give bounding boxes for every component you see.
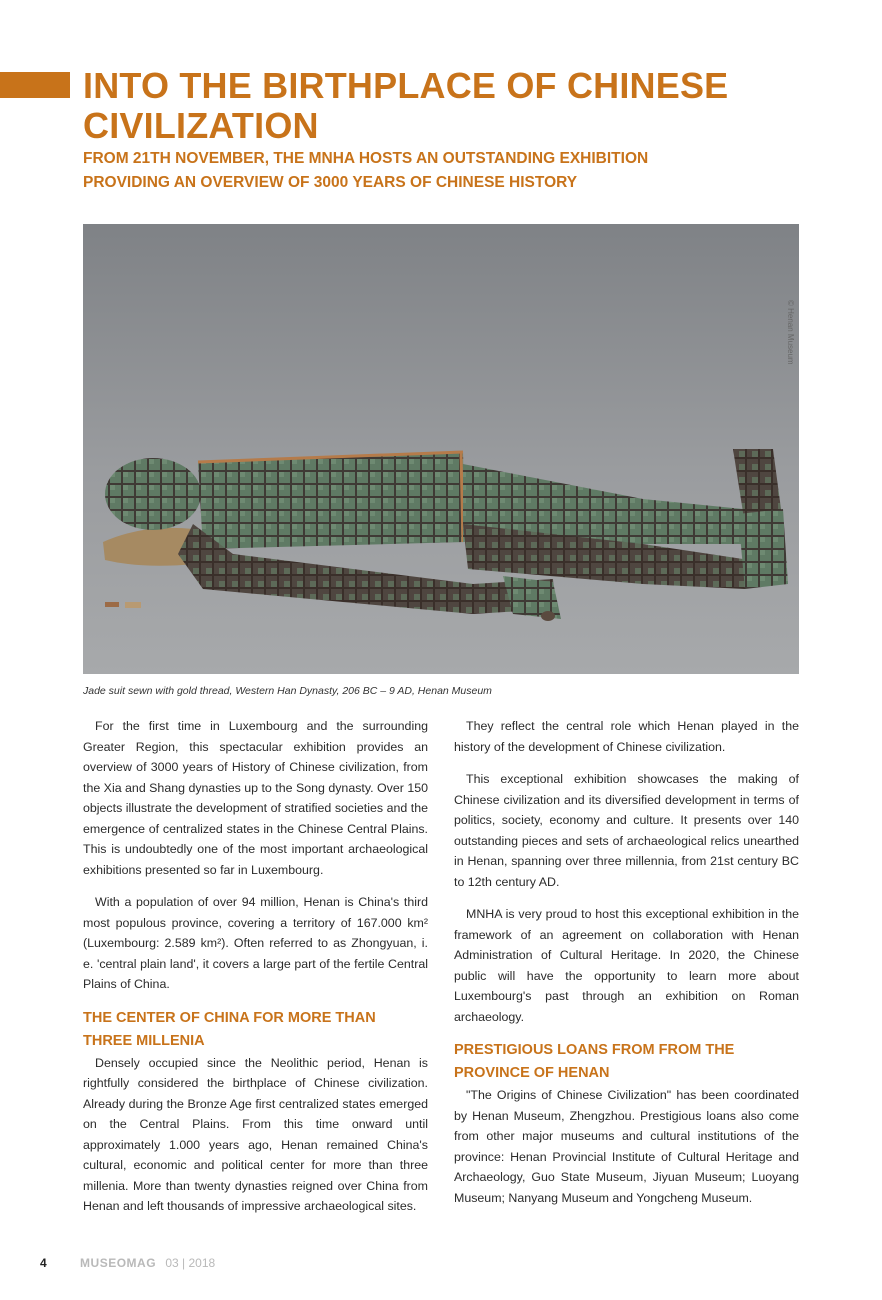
page-number: 4 xyxy=(40,1256,47,1270)
section-heading-prestigious-loans: PRESTIGIOUS LOANS FROM FROM THE PROVINCE OF HENAN xyxy=(454,1042,735,1081)
page-title: INTO THE BIRTHPLACE OF CHINESE CIVILIZATION xyxy=(83,65,729,146)
subtitle-line-1: FROM 21TH NOVEMBER, THE MNHA HOSTS AN OUTSTANDING EXHIBITION xyxy=(83,150,649,167)
right-column xyxy=(454,716,799,1220)
right-paragraph-4: "The Origins of Chinese Civilization" has been coordinated by Henan Museum, Zhengzhou. Prestigious loans also come from other major museums and cultural institutions of the province: Henan Provincial Institute of Cultural Heritage and Archaeology, Guo State Museum, Jiyuan Museum; Luoyang Museum; Nanyang Museum and Yongcheng Museum. xyxy=(454,1088,799,1205)
issue-number: 03 | 2018 xyxy=(165,1256,216,1270)
left-paragraph-2: With a population of over 94 million, Henan is China's third most populous province, covering a territory of 167.000 km² (Luxembourg: 2.589 km²). Often referred to as Zhongyuan, i. e. 'central plain land', it covers a large part of the fertile Central Plains of China. xyxy=(83,895,428,991)
left-paragraph-1: For the first time in Luxembourg and the surrounding Greater Region, this spectacular exhibition provides an overview of 3000 years of History of Chinese civilization, from the Xia and Shang dynasties up to the Song dynasty. Over 150 objects illustrate the development of stratified societies and the emergence of centralized states in the Chinese Central Plains. This is undoubtedly one of the most important archaeological exhibitions presented so far in Luxembourg. xyxy=(83,719,428,877)
right-paragraph-2: This exceptional exhibition showcases the making of Chinese civilization and its diversified development in terms of politics, society, economy and culture. It presents over 140 outstanding pieces and sets of archaeological relics unearthed in Henan, spanning over three millennia, from 21st century BC to 12th century AD. xyxy=(454,772,799,889)
photo-credit: © Henan Museum xyxy=(786,300,795,365)
jade-suit-photo xyxy=(83,224,799,674)
page-subtitle xyxy=(83,147,843,195)
accent-bar xyxy=(0,72,70,98)
magazine-name: MUSEOMAG xyxy=(80,1256,157,1270)
photo-caption: Jade suit sewn with gold thread, Western Han Dynasty, 206 BC – 9 AD, Henan Museum xyxy=(83,685,492,697)
subtitle-line-2: PROVIDING AN OVERVIEW OF 3000 YEARS OF CHINESE HISTORY xyxy=(83,174,578,191)
left-column xyxy=(83,716,428,1229)
section-heading-center-of-china: THE CENTER OF CHINA FOR MORE THAN THREE MILLENIA xyxy=(83,1009,376,1049)
right-paragraph-3: MNHA is very proud to host this exceptional exhibition in the framework of an agreement on collaboration with Henan Administration of Cultural Heritage. In 2020, the Chinese public will have the opportunity to learn more about Luxembourg's past through an exhibition on Roman archaeology. xyxy=(454,907,799,1024)
page-footer xyxy=(40,1256,215,1270)
left-paragraph-3: Densely occupied since the Neolithic period, Henan is rightfully considered the birthplace of Chinese civilization. Already during the Bronze Age first centralized states emerged on the Central Plains. From this time onward until approximately 1.000 years ago, Henan remained China's cultural, economic and political center for more than three millenia. More than twenty dynasties reigned over China from Henan and left thousands of impressive archaeological sites. xyxy=(83,1055,428,1213)
right-paragraph-1: They reflect the central role which Henan played in the history of the development of Chinese civilization. xyxy=(454,719,799,754)
